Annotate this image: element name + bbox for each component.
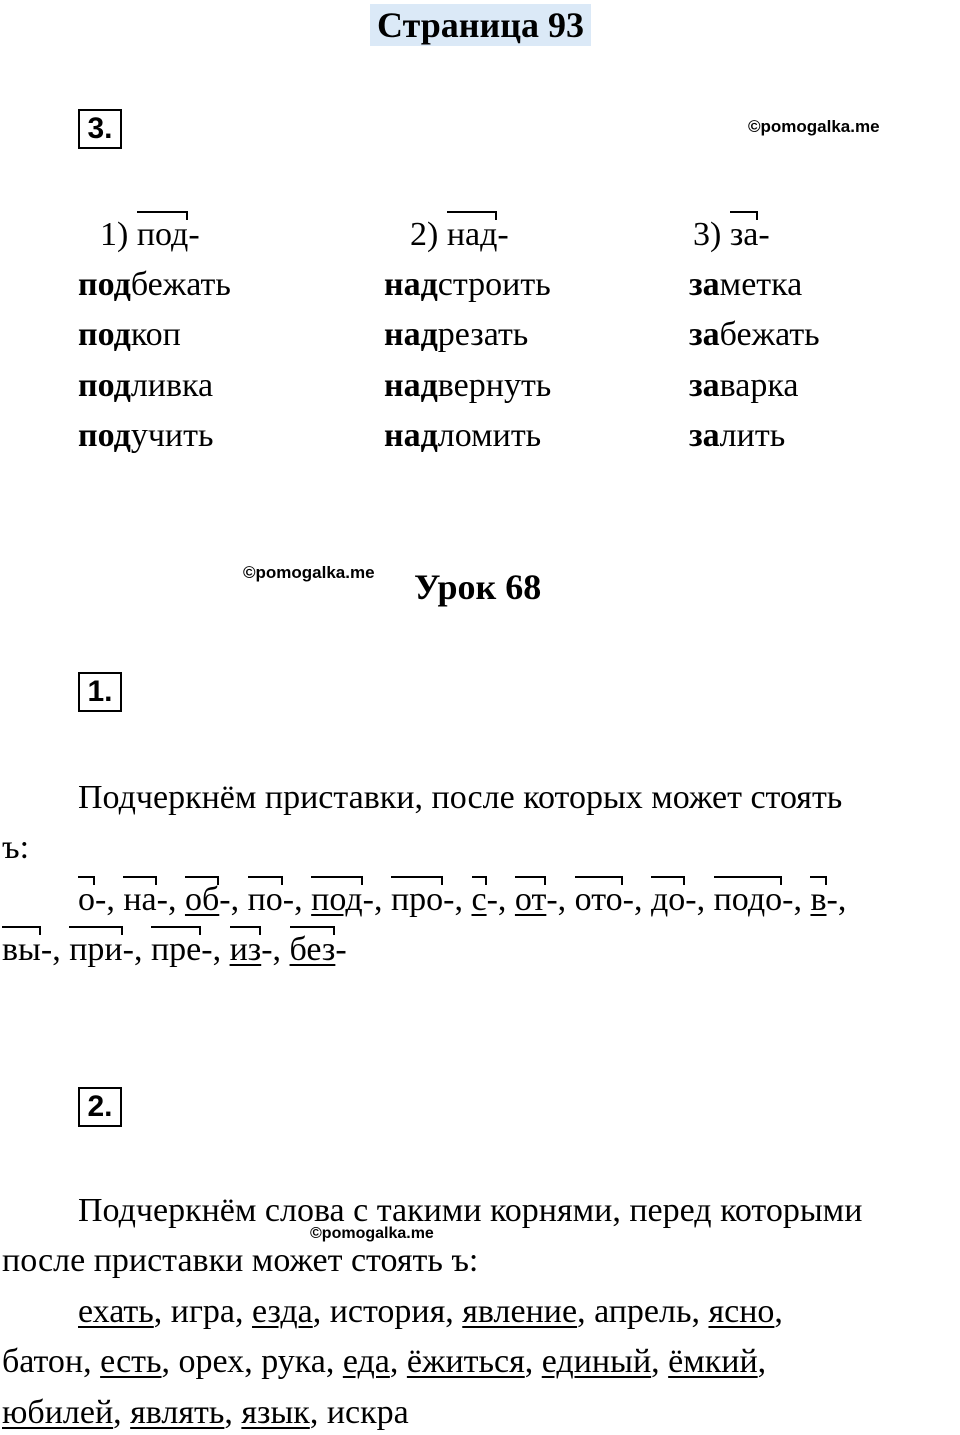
word-underlined: ясно [708,1293,775,1330]
separator: , [837,881,855,918]
dash: - [622,881,634,918]
prefix: пре [150,931,202,968]
word-prefix: за [689,316,720,353]
word-underlined: язык [241,1394,310,1431]
separator: , [294,881,312,918]
word-item [171,1293,252,1330]
word-item [78,315,181,355]
label-num: 2) [410,216,439,253]
word: рука [261,1343,326,1380]
separator: , [497,881,515,918]
word-prefix: под [78,266,131,303]
separator: , [633,881,651,918]
word-rest: вернуть [437,367,552,404]
dash: - [826,881,838,918]
separator: , [312,1293,330,1330]
word-prefix: над [384,316,438,353]
word-rest: коп [130,316,181,353]
separator: , [309,1394,327,1431]
prefix: по [247,881,283,918]
label-num: 3) [693,216,722,253]
word-item [462,1293,594,1330]
word-item [330,1293,463,1330]
word-underlined: ехать [78,1293,154,1330]
prefix-item [185,881,248,918]
word-prefix: за [689,266,720,303]
word-underlined: явление [462,1293,578,1330]
prefix-underlined: в [810,881,827,918]
prefix-item [230,931,290,968]
word-item [689,416,785,456]
word-rest: ливка [130,367,214,404]
separator: , [230,881,248,918]
word-rest: варка [719,367,799,404]
watermark: ©pomogalka.me [310,1225,434,1242]
prefix-underlined: от [514,881,547,918]
prefix-label-1 [100,215,200,255]
word-rest: резать [437,316,529,353]
separator: , [373,881,391,918]
separator: , [577,1293,595,1330]
word-rest: бежать [130,266,231,303]
word-item [261,1343,343,1380]
exercise-1-number: 1. [78,672,122,712]
word-item [179,1343,262,1380]
page-title: Страница 93 [370,4,591,46]
dash: - [282,881,295,918]
prefix-item [290,931,347,968]
word: история [329,1293,446,1330]
prefix-list-line [2,930,347,970]
exercise-3-number: 3. [78,109,122,149]
exercise-2-text: Подчеркнём слова с такими корнями, перед которыми [78,1192,863,1229]
separator: , [167,881,185,918]
prefix-item [2,931,69,968]
prefix-item [391,881,472,918]
word-item [668,1343,766,1380]
word-list-line [2,1342,766,1382]
prefix: ото [574,881,623,918]
separator: , [212,931,230,968]
word-item [343,1343,407,1380]
prefix-marked: под [136,216,189,253]
word-item [384,366,551,406]
separator: , [106,881,124,918]
dash: - [156,881,168,918]
prefix: при [69,931,123,968]
word-prefix: над [384,367,438,404]
word-list-line [2,1393,409,1433]
separator: , [445,1293,463,1330]
word-prefix: за [689,417,720,454]
prefix-label-2 [410,215,509,255]
word-item [689,315,820,355]
prefix-item [311,881,391,918]
word-item [2,1343,100,1380]
word: орех [178,1343,245,1380]
dash: - [95,881,107,918]
prefix-label-3 [693,215,770,255]
dash: - [261,931,273,968]
dash: - [782,881,794,918]
word-rest: бежать [719,316,820,353]
dash: - [486,881,498,918]
word-rest: учить [130,417,214,454]
separator: , [454,881,472,918]
prefix-item [69,931,151,968]
word-underlined: единый [541,1343,652,1380]
word-rest: строить [437,266,551,303]
dash: - [122,931,134,968]
separator: , [793,881,811,918]
word-item [384,265,551,305]
separator: , [557,881,575,918]
word-prefix: под [78,417,131,454]
prefix-item [575,881,651,918]
prefix-item [810,881,854,918]
word-item [689,366,798,406]
word-item [594,1293,708,1330]
prefix-marked: за [729,216,759,253]
dash: - [497,216,509,253]
word-item [241,1394,326,1431]
separator: , [651,1343,669,1380]
word-item [78,366,213,406]
word-item [708,1293,782,1330]
dash: - [40,931,53,968]
exercise-2-number: 2. [78,1087,122,1127]
prefix-item [151,931,230,968]
separator: , [161,1343,179,1380]
label-num: 1) [100,216,129,253]
word: апрель [594,1293,692,1330]
separator: , [524,1343,542,1380]
word-item [2,1394,130,1431]
word-prefix: под [78,367,131,404]
prefix-item [472,881,515,918]
separator: , [757,1343,767,1380]
prefix-marked: над [446,216,498,253]
dash: - [546,881,558,918]
word-rest: лить [719,417,786,454]
word-item [252,1293,330,1330]
separator: , [272,931,290,968]
watermark: ©pomogalka.me [748,117,880,136]
prefix-underlined: под [311,881,363,918]
dash: - [335,931,347,968]
word-item [78,1293,171,1330]
separator: , [325,1343,343,1380]
dash: - [362,881,374,918]
separator: , [153,1293,171,1330]
prefix-underlined: об [184,881,220,918]
separator: , [691,1293,709,1330]
word-item [78,265,231,305]
word-list-line [78,1292,783,1332]
word-underlined: есть [100,1343,162,1380]
word-underlined: юбилей [2,1394,114,1431]
separator: , [235,1293,253,1330]
word: батон [2,1343,84,1380]
word-underlined: езда [252,1293,313,1330]
prefix-item [515,881,575,918]
word-underlined: еда [342,1343,390,1380]
word-prefix: за [689,367,720,404]
word-prefix: над [384,417,438,454]
dash: - [188,216,200,253]
dash: - [443,881,455,918]
prefix-list-line [78,880,855,920]
prefix: о [78,881,95,918]
prefix: про [390,881,444,918]
prefix: вы [2,931,41,968]
separator: , [52,931,70,968]
exercise-1-text-cont: ъ: [2,829,30,866]
word-item [407,1343,542,1380]
word-underlined: являть [130,1394,225,1431]
prefix: до [650,881,686,918]
word-prefix: над [384,266,438,303]
separator: , [83,1343,101,1380]
word-item [689,265,802,305]
separator: , [133,931,151,968]
word-rest: ломить [437,417,542,454]
prefix-item [123,881,185,918]
separator: , [113,1394,131,1431]
dash: - [201,931,213,968]
word-item [384,315,528,355]
lesson-title: Урок 68 [414,567,542,607]
separator: , [774,1293,783,1330]
word-underlined: ёжиться [406,1343,525,1380]
exercise-2-text-cont: после приставки может стоять ъ: [2,1242,479,1279]
prefix-item [248,881,312,918]
word-item [100,1343,178,1380]
separator: , [224,1394,242,1431]
watermark: ©pomogalka.me [243,563,375,582]
prefix: на [123,881,157,918]
word-prefix: под [78,316,131,353]
prefix-item [714,881,811,918]
prefix-underlined: с [471,881,487,918]
word-item [130,1394,241,1431]
word-item [542,1343,668,1380]
word: игра [170,1293,236,1330]
word-item [78,416,213,456]
word-item [327,1394,409,1431]
dash: - [685,881,697,918]
word-rest: метка [719,266,803,303]
word-item [384,416,541,456]
separator: , [389,1343,407,1380]
prefix-item [651,881,714,918]
prefix-underlined: без [289,931,336,968]
exercise-1-text: Подчеркнём приставки, после которых может стоять [78,779,843,816]
dash: - [758,216,770,253]
separator: , [696,881,714,918]
prefix-item [78,881,123,918]
prefix-underlined: из [229,931,262,968]
word: искра [326,1394,409,1431]
word-underlined: ёмкий [668,1343,758,1380]
prefix: подо [713,881,783,918]
separator: , [244,1343,262,1380]
dash: - [219,881,231,918]
